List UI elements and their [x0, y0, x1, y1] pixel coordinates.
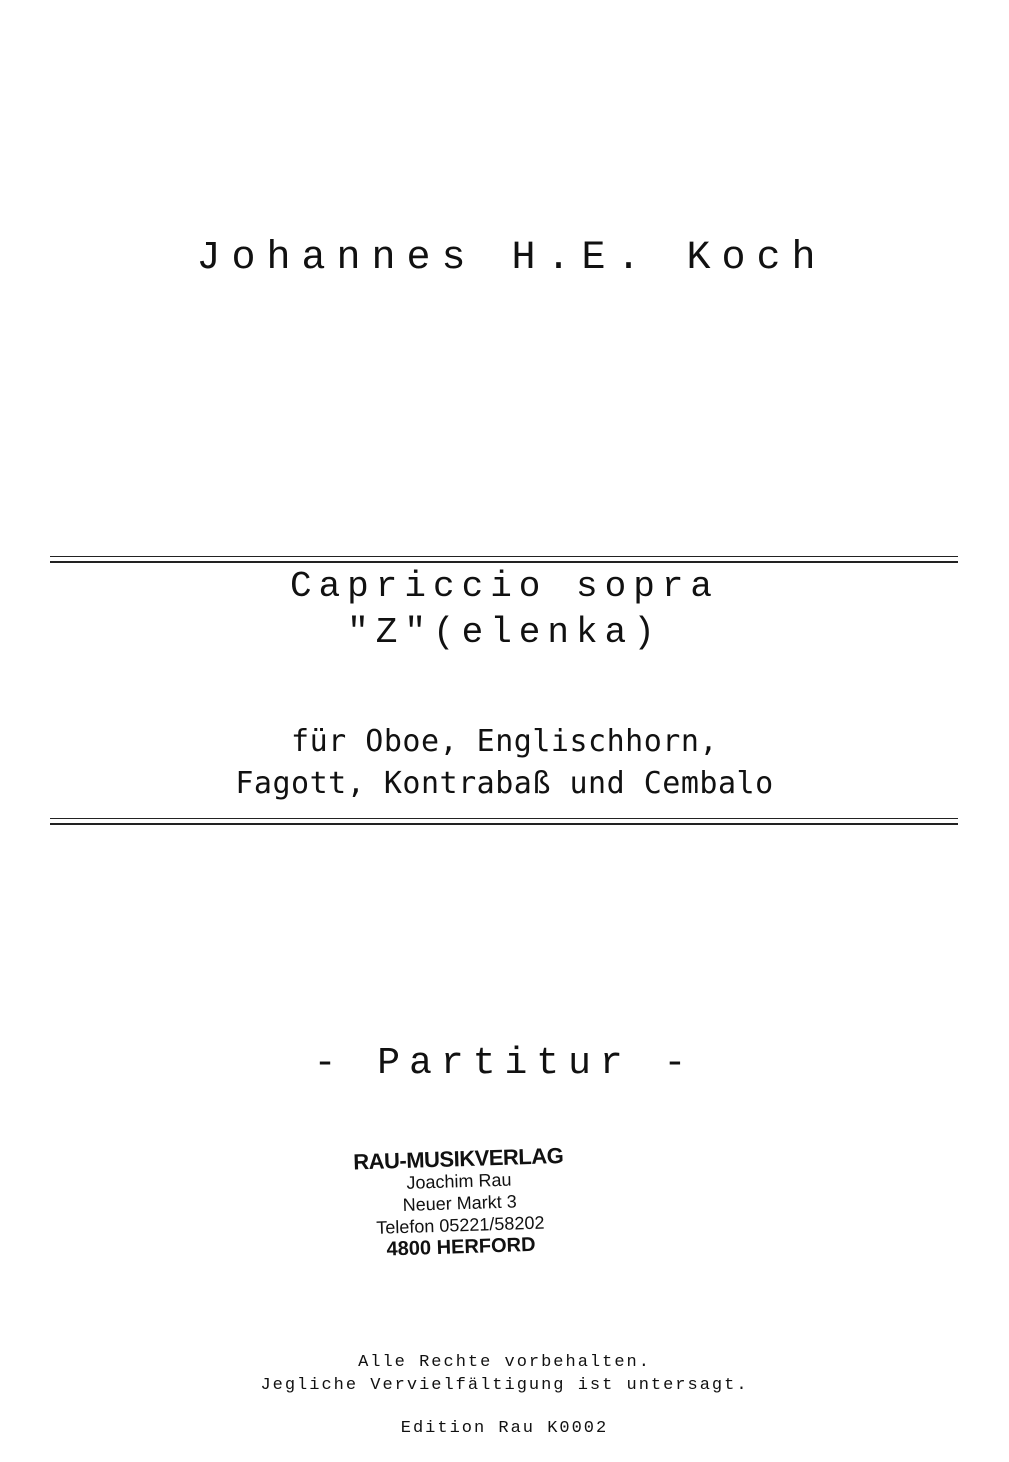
title-rule-top [50, 556, 958, 563]
work-title-line-1: Capriccio sopra [289, 566, 720, 607]
publisher-city: 4800 HERFORD [386, 1233, 536, 1261]
score-label: - Partitur - [313, 1042, 696, 1085]
publisher-street: Neuer Markt 3 [402, 1191, 517, 1215]
composer-name: Johannes H.E. Koch [196, 236, 827, 281]
instrumentation-line-1: für Oboe, Englischhorn, [291, 724, 718, 759]
work-title-line-2: "Z"(elenka) [347, 612, 662, 653]
rights-line-2: Jegliche Vervielfältigung ist untersagt. [260, 1376, 749, 1395]
publisher-contact: Joachim Rau [406, 1169, 512, 1193]
instrumentation-line-2: Fagott, Kontrabaß und Cembalo [235, 766, 774, 801]
rights-line-1: Alle Rechte vorbehalten. [358, 1353, 651, 1372]
publisher-name: RAU-MUSIKVERLAG [352, 1142, 564, 1175]
edition-number: Edition Rau K0002 [400, 1419, 609, 1438]
publisher-phone: Telefon 05221/58202 [376, 1212, 545, 1238]
publisher-stamp [338, 1144, 581, 1261]
title-rule-bottom [50, 818, 958, 825]
